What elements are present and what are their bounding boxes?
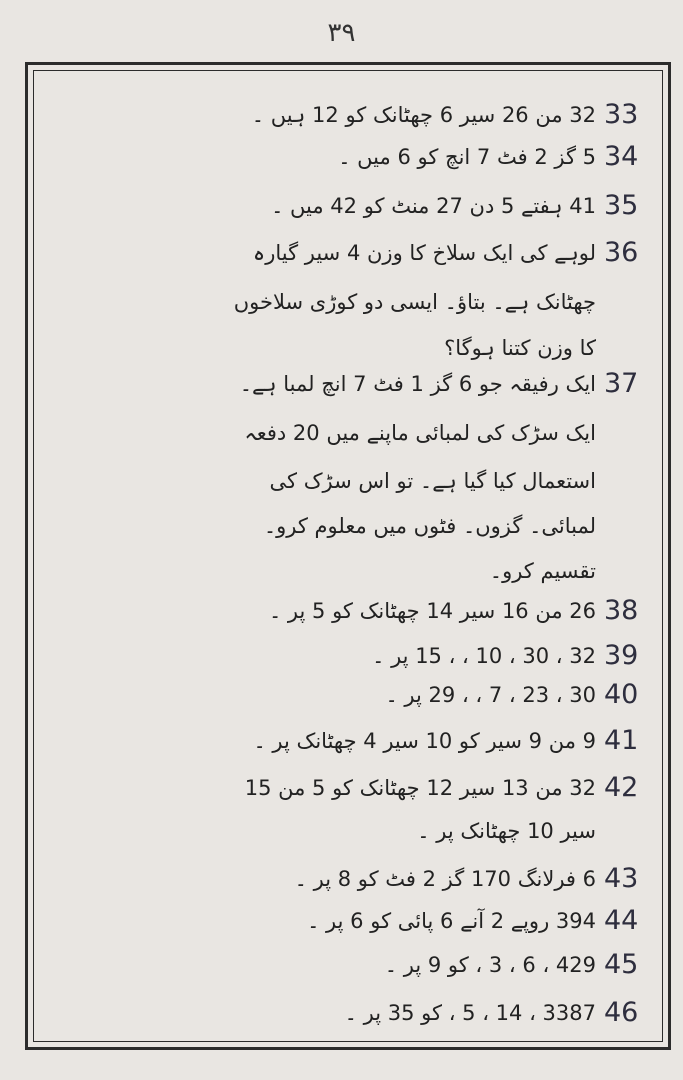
problem-number: 37	[604, 368, 639, 399]
problem-37-continued	[40, 414, 660, 452]
problem-43	[40, 860, 660, 898]
problem-text: تقسیم کرو۔	[489, 559, 596, 583]
problem-text: 6 فرلانگ 170 گز 2 فٹ کو 8 پر ۔	[294, 867, 596, 891]
problem-text: کا وزن کتنا ہوگا؟	[444, 336, 596, 360]
problem-text: 3387 ، 14 ، 5 ، کو 35 پر ۔	[344, 1001, 596, 1025]
problem-33	[40, 96, 660, 134]
problem-number: 41	[604, 725, 639, 756]
problem-text: 394 روپے 2 آنے 6 پائی کو 6 پر ۔	[307, 909, 596, 933]
problem-37-continued	[40, 507, 660, 545]
problem-text: لوہے کی ایک سلاخ کا وزن 4 سیر گیارہ	[252, 241, 596, 265]
problem-41	[40, 722, 660, 760]
problem-text: 9 من 9 سیر کو 10 سیر 4 چھٹانک پر ۔	[253, 729, 596, 753]
problem-44	[40, 902, 660, 940]
problem-text: 26 من 16 سیر 14 چھٹانک کو 5 پر ۔	[268, 599, 596, 623]
problem-text: 32 ، 30 ، 10 ، ، 15 پر ۔	[372, 644, 596, 668]
problem-text: 32 من 26 سیر 6 چھٹانک کو 12 ہیں ۔	[251, 103, 596, 127]
problem-40	[40, 676, 660, 714]
problem-number: 43	[604, 863, 639, 894]
problem-number: 33	[604, 99, 639, 130]
problem-text: 30 ، 23 ، 7 ، ، 29 پر ۔	[385, 683, 596, 707]
problem-number: 46	[604, 997, 639, 1028]
problem-38	[40, 592, 660, 630]
problem-35	[40, 187, 660, 225]
problem-number: 44	[604, 905, 639, 936]
problem-number: 34	[604, 141, 639, 172]
problem-text: ایک رفیقہ جو 6 گز 1 فٹ 7 انچ لمبا ہے۔	[239, 372, 596, 396]
problem-39	[40, 637, 660, 675]
problem-36	[40, 234, 660, 272]
problem-text: چھٹانک ہے۔ بتاؤ۔ ایسی دو کوڑی سلاخوں	[233, 290, 596, 314]
problem-text: 429 ، 6 ، 3 ، کو 9 پر ۔	[384, 953, 596, 977]
problem-42-continued	[40, 812, 660, 850]
page-number: ۳۹	[327, 18, 356, 48]
problem-text: سیر 10 چھٹانک پر ۔	[417, 819, 596, 843]
problem-36-continued	[40, 283, 660, 321]
problem-42	[40, 769, 660, 807]
problem-text: لمبائی۔ گزوں۔ فٹوں میں معلوم کرو۔	[263, 514, 596, 538]
problem-36-continued	[40, 329, 660, 367]
problem-37	[40, 365, 660, 403]
problem-text: 41 ہفتے 5 دن 27 منٹ کو 42 میں ۔	[271, 194, 596, 218]
problem-34	[40, 138, 660, 176]
problem-number: 35	[604, 190, 639, 221]
problem-number: 40	[604, 679, 639, 710]
problem-number: 42	[604, 772, 639, 803]
problem-46	[40, 994, 660, 1032]
problem-37-continued	[40, 462, 660, 500]
problem-text: استعمال کیا گیا ہے۔ تو اس سڑک کی	[269, 469, 596, 493]
problem-number: 39	[604, 640, 639, 671]
problem-text: 32 من 13 سیر 12 چھٹانک کو 5 من 15	[244, 776, 596, 800]
problem-text: 5 گز 2 فٹ 7 انچ کو 6 میں ۔	[338, 145, 596, 169]
problem-text: ایک سڑک کی لمبائی ماپنے میں 20 دفعہ	[244, 421, 596, 445]
problem-number: 45	[604, 949, 639, 980]
problem-number: 38	[604, 595, 639, 626]
problem-37-continued	[40, 552, 660, 590]
problem-number: 36	[604, 237, 639, 268]
problem-45	[40, 946, 660, 984]
